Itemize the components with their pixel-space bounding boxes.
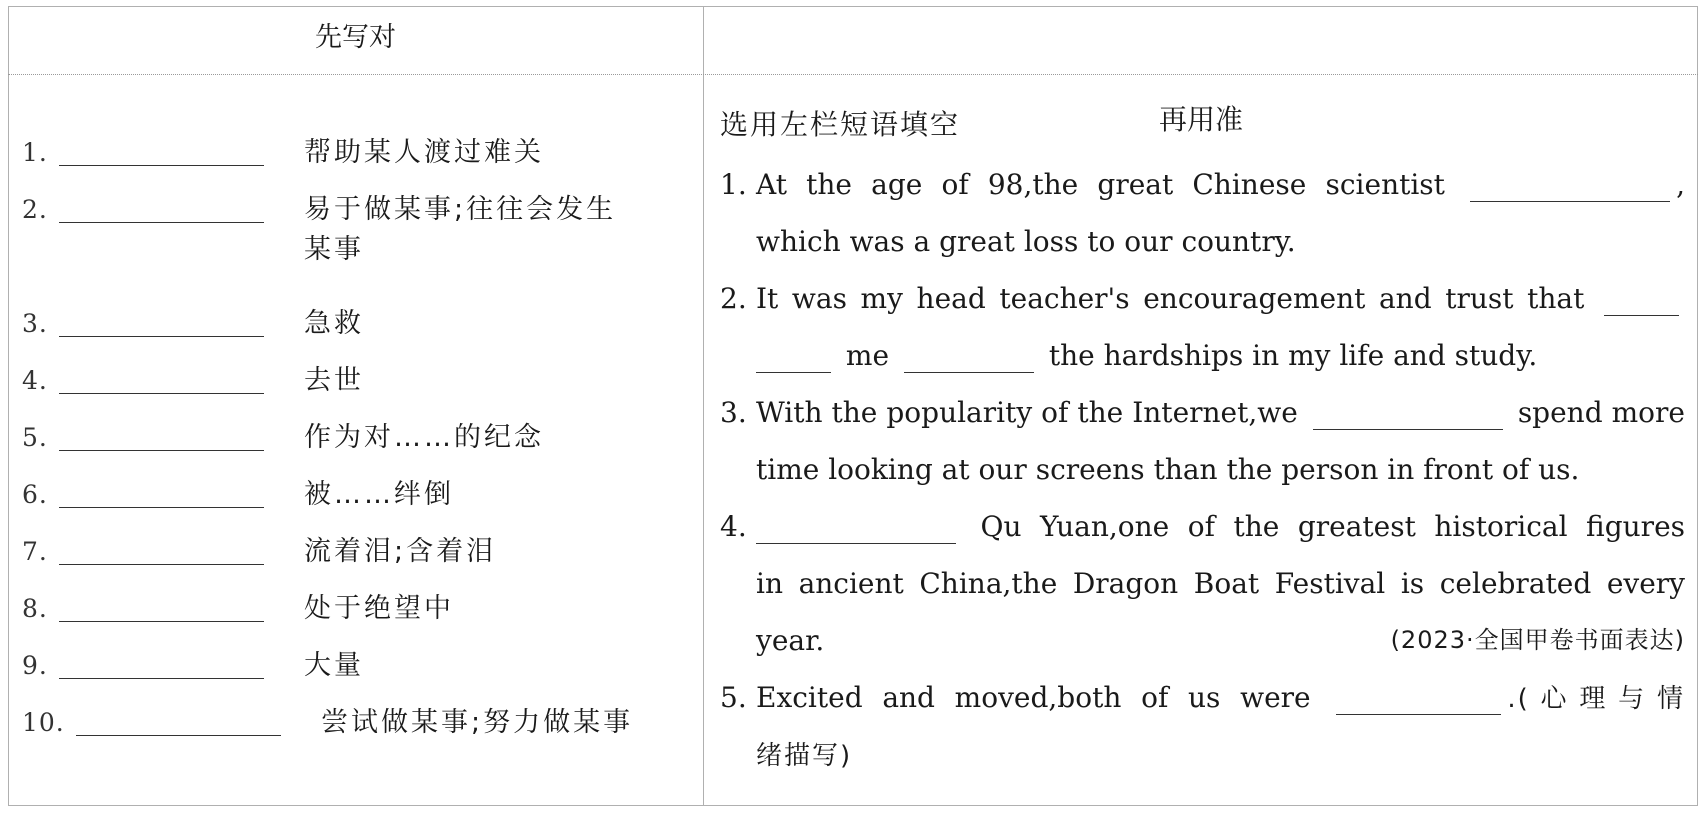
question-line: year. (2023·全国甲卷书面表达) xyxy=(756,612,1685,669)
question-number: 3. xyxy=(720,396,747,429)
answer-blank[interactable] xyxy=(1604,285,1679,316)
question-number: 2. xyxy=(720,282,747,315)
list-item xyxy=(22,418,692,475)
answer-blank[interactable] xyxy=(59,475,264,508)
item-meaning: 急救 xyxy=(304,308,364,339)
item-meaning: 流着泪;含着泪 xyxy=(304,536,497,567)
source-note: (2023·全国甲卷书面表达) xyxy=(1390,626,1685,654)
answer-blank[interactable] xyxy=(59,418,264,451)
answer-blank[interactable] xyxy=(59,190,264,223)
question-line: time looking at our screens than the person in front of us. xyxy=(756,453,1580,486)
item-number: 6. xyxy=(22,480,48,509)
list-item xyxy=(22,532,692,589)
list-item xyxy=(22,190,692,304)
list-item xyxy=(22,646,692,703)
question-line: in ancient China,the Dragon Boat Festival is celebrated every xyxy=(756,567,1685,600)
answer-blank[interactable] xyxy=(904,342,1034,373)
question-3 xyxy=(720,384,1685,498)
list-item xyxy=(22,304,692,361)
question-line: At the age of 98,the great Chinese scientist , xyxy=(756,168,1685,201)
phrase-list xyxy=(22,133,692,760)
item-meaning: 尝试做某事;努力做某事 xyxy=(321,707,634,738)
item-number: 5. xyxy=(22,423,48,452)
item-meaning: 作为对……的纪念 xyxy=(304,422,544,453)
question-2 xyxy=(720,270,1685,384)
question-line: 绪描写) xyxy=(756,741,853,771)
fill-in-section xyxy=(720,100,1685,785)
answer-blank[interactable] xyxy=(1336,684,1501,715)
answer-blank[interactable] xyxy=(756,342,831,373)
item-number: 8. xyxy=(22,594,48,623)
answer-blank[interactable] xyxy=(76,703,281,736)
question-5 xyxy=(720,669,1685,785)
question-4 xyxy=(720,498,1685,669)
question-line: It was my head teacher's encouragement and trust that xyxy=(756,270,1685,327)
item-number: 2. xyxy=(22,195,48,224)
item-number: 7. xyxy=(22,537,48,566)
item-meaning: 去世 xyxy=(304,365,364,396)
item-meaning: 大量 xyxy=(304,650,364,681)
item-number: 9. xyxy=(22,651,48,680)
list-item xyxy=(22,133,692,190)
answer-blank[interactable] xyxy=(59,646,264,679)
list-item xyxy=(22,475,692,532)
item-meaning: 易于做某事;往往会发生 某事 xyxy=(304,194,617,265)
question-number: 5. xyxy=(720,681,747,714)
question-line: Qu Yuan,one of the greatest historical figures xyxy=(756,498,1685,555)
question-number: 1. xyxy=(720,168,747,201)
answer-blank[interactable] xyxy=(1313,399,1503,430)
list-item xyxy=(22,589,692,646)
answer-blank[interactable] xyxy=(59,589,264,622)
question-number: 4. xyxy=(720,510,747,543)
item-number: 4. xyxy=(22,366,48,395)
item-meaning: 帮助某人渡过难关 xyxy=(304,137,544,168)
left-column-header: 先写对 xyxy=(315,22,396,53)
question-1 xyxy=(720,156,1685,270)
list-item xyxy=(22,703,692,760)
answer-blank[interactable] xyxy=(756,513,956,544)
answer-blank[interactable] xyxy=(59,304,264,337)
right-column-header: 再用准 xyxy=(1158,103,1243,136)
header-divider xyxy=(8,74,1698,75)
item-number: 1. xyxy=(22,138,48,167)
question-line: which was a great loss to our country. xyxy=(756,225,1296,258)
item-number: 10. xyxy=(22,708,65,737)
item-meaning: 处于绝望中 xyxy=(304,593,454,624)
item-number: 3. xyxy=(22,309,48,338)
list-item xyxy=(22,361,692,418)
question-line: Excited and moved,both of us were .(心理与情 xyxy=(756,681,1685,714)
item-meaning: 被……绊倒 xyxy=(304,479,454,510)
question-line: me the hardships in my life and study. xyxy=(756,327,1685,384)
answer-blank[interactable] xyxy=(59,532,264,565)
question-line: With the popularity of the Internet,we spend more xyxy=(756,396,1685,429)
answer-blank[interactable] xyxy=(59,133,264,166)
answer-blank[interactable] xyxy=(1470,171,1670,202)
section-instruction: 选用左栏短语填空 xyxy=(720,108,961,141)
answer-blank[interactable] xyxy=(59,361,264,394)
